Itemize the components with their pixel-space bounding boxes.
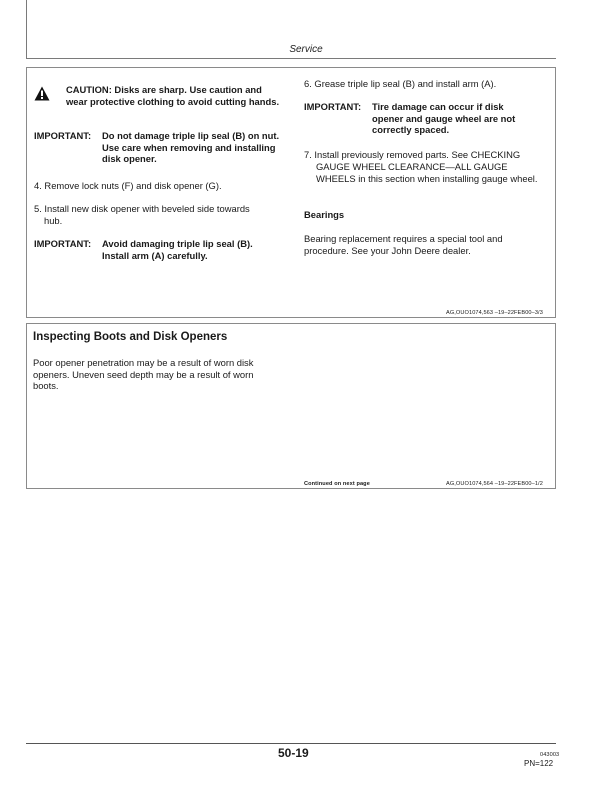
caution-text: CAUTION: Disks are sharp. Use caution and wear protective clothing to avoid cutting hands. [66, 84, 280, 107]
warning-triangle-icon [34, 86, 50, 101]
page-header: Service [289, 44, 323, 55]
header-rule [26, 58, 556, 59]
step-5-line-1: 5. Install new disk opener with beveled side towards [34, 203, 250, 214]
continued-note: Continued on next page [304, 481, 370, 487]
important-text: Do not damage triple lip seal (B) on nut. Use care when removing and installing disk opener. [102, 130, 280, 165]
step-7-rest: GAUGE WHEEL CLEARANCE—ALL GAUGE WHEELS in this section when installing gauge wheel. [316, 161, 538, 184]
section-text: Poor opener penetration may be a result of worn disk openers. Uneven seed depth may be a result of worn boots. [33, 357, 254, 392]
step-6: 6. Grease triple lip seal (B) and install arm (A). [304, 78, 497, 89]
page-number: 50-19 [278, 746, 309, 760]
important-label: IMPORTANT: [34, 130, 92, 141]
important-label: IMPORTANT: [304, 101, 362, 112]
important-text: Tire damage can occur if disk opener and gauge wheel are not correctly spaced. [372, 101, 516, 136]
reference-code: AG,OUO1074,563 –19–22FEB00–3/3 [446, 310, 543, 316]
footer-rule [26, 743, 556, 744]
step-5-line-2: hub. [44, 215, 63, 226]
important-label: IMPORTANT: [34, 238, 92, 249]
bearings-heading: Bearings [304, 209, 345, 220]
step-7-line-1: 7. Install previously removed parts. See CHECKING [304, 149, 521, 160]
part-number: PN=122 [524, 759, 554, 768]
reference-code: AG,OUO1074,564 –19–22FEB00–1/2 [446, 481, 543, 487]
document-code: 043003 [540, 752, 560, 758]
important-text: Avoid damaging triple lip seal (B). Install arm (A) carefully. [102, 238, 253, 261]
step-4: 4. Remove lock nuts (F) and disk opener (G). [34, 180, 222, 191]
service-block-inspecting-boots [26, 323, 556, 489]
bearings-text: Bearing replacement requires a special tool and procedure. See your John Deere dealer. [304, 233, 503, 256]
section-heading: Inspecting Boots and Disk Openers [33, 331, 228, 343]
